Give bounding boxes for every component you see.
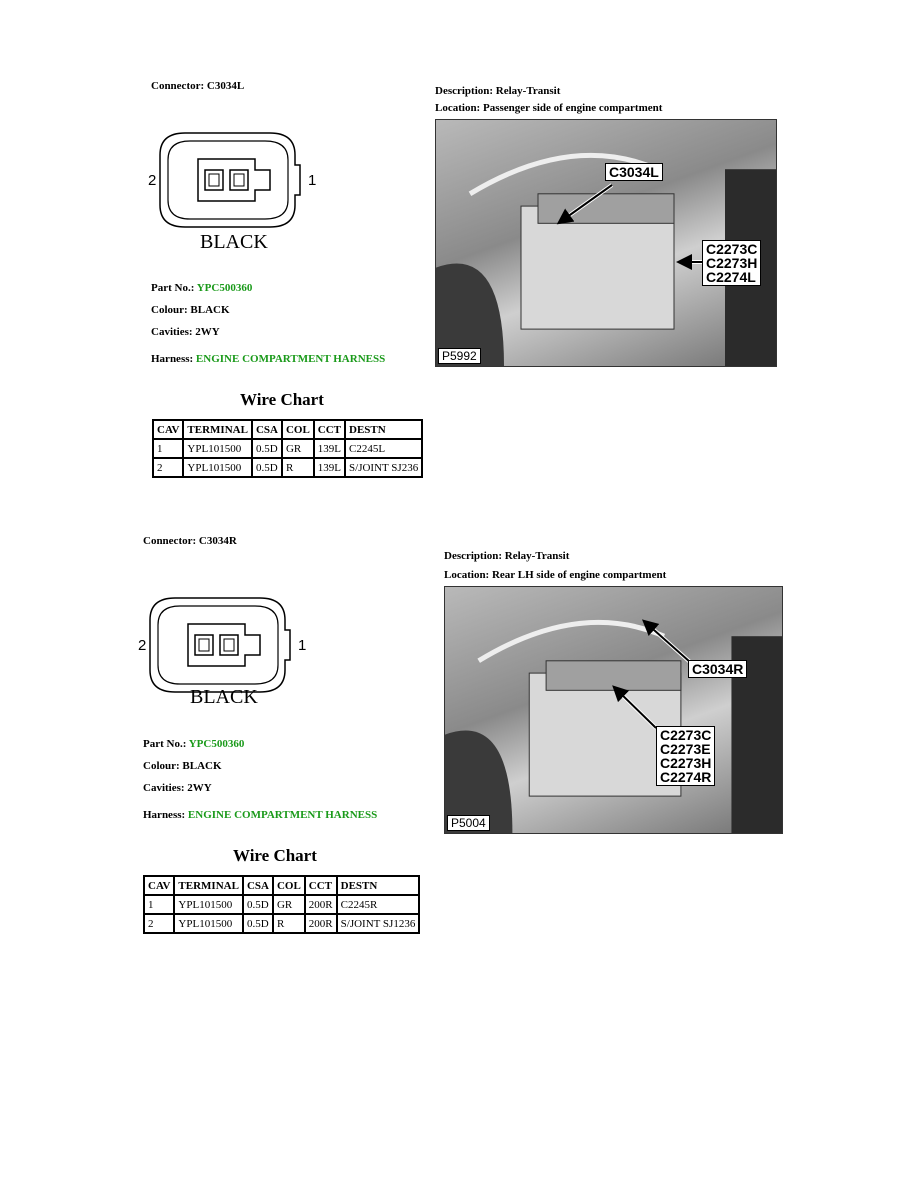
table-cell: C2245L bbox=[345, 439, 422, 458]
table-cell: 0.5D bbox=[252, 439, 282, 458]
column-header: TERMINAL bbox=[183, 420, 252, 439]
location-value: Passenger side of engine compartment bbox=[482, 102, 663, 114]
table-cell: YPL101500 bbox=[174, 914, 243, 933]
colour-value: BLACK bbox=[190, 304, 230, 316]
table-cell: 139L bbox=[314, 439, 345, 458]
connector-id-value: C3034L bbox=[206, 80, 245, 92]
photo-code: P5992 bbox=[438, 348, 481, 364]
cavities-value: 2WY bbox=[195, 326, 220, 338]
description-value: Relay-Transit bbox=[504, 550, 570, 562]
column-header: COL bbox=[273, 876, 305, 895]
connector-id-value: C3034R bbox=[198, 535, 237, 547]
description-value: Relay-Transit bbox=[495, 85, 561, 97]
description-label: Description: bbox=[444, 550, 505, 562]
callout-label: C2273C C2273H C2274L bbox=[702, 240, 761, 286]
pin-number-2: 2 bbox=[148, 172, 157, 189]
wire-chart-title: Wire Chart bbox=[240, 390, 324, 409]
part-number-value[interactable]: YPC500360 bbox=[196, 282, 253, 294]
table-cell: 1 bbox=[153, 439, 183, 458]
connector-colour-text: BLACK bbox=[200, 231, 268, 253]
cavities-value: 2WY bbox=[187, 782, 212, 794]
colour-label: Colour: bbox=[151, 304, 191, 316]
description-label: Description: bbox=[435, 85, 496, 97]
wire-chart-title: Wire Chart bbox=[233, 846, 317, 865]
part-number-label: Part No.: bbox=[143, 738, 189, 750]
column-header: CAV bbox=[153, 420, 183, 439]
callout-label: C3034R bbox=[688, 660, 747, 678]
column-header: COL bbox=[282, 420, 314, 439]
connector-id-label: Connector: bbox=[151, 80, 207, 92]
column-header: CSA bbox=[252, 420, 282, 439]
harness-value[interactable]: ENGINE COMPARTMENT HARNESS bbox=[187, 809, 378, 821]
column-header: DESTN bbox=[337, 876, 420, 895]
column-header: CCT bbox=[305, 876, 337, 895]
table-cell: 2 bbox=[153, 458, 183, 477]
table-cell: 200R bbox=[305, 895, 337, 914]
table-cell: S/JOINT SJ236 bbox=[345, 458, 422, 477]
colour-label: Colour: bbox=[143, 760, 183, 772]
part-number-label: Part No.: bbox=[151, 282, 197, 294]
column-header: CCT bbox=[314, 420, 345, 439]
table-cell: 0.5D bbox=[243, 914, 273, 933]
table-cell: YPL101500 bbox=[183, 458, 252, 477]
table-row bbox=[144, 895, 419, 914]
table-cell: C2245R bbox=[337, 895, 420, 914]
connector-colour-text: BLACK bbox=[190, 686, 258, 708]
table-cell: 200R bbox=[305, 914, 337, 933]
table-cell: GR bbox=[282, 439, 314, 458]
table-cell: GR bbox=[273, 895, 305, 914]
column-header: DESTN bbox=[345, 420, 422, 439]
connector-id-label: Connector: bbox=[143, 535, 199, 547]
table-cell: 139L bbox=[314, 458, 345, 477]
table-cell: 1 bbox=[144, 895, 174, 914]
cavities-label: Cavities: bbox=[143, 782, 188, 794]
pin-number-1: 1 bbox=[298, 637, 307, 654]
harness-label: Harness: bbox=[143, 809, 188, 821]
column-header: CAV bbox=[144, 876, 174, 895]
table-cell: R bbox=[273, 914, 305, 933]
pin-number-2: 2 bbox=[138, 637, 147, 654]
harness-value[interactable]: ENGINE COMPARTMENT HARNESS bbox=[195, 353, 386, 365]
table-cell: 0.5D bbox=[252, 458, 282, 477]
location-value: Rear LH side of engine compartment bbox=[491, 569, 667, 581]
table-header-row bbox=[144, 876, 419, 895]
callout-label: C2273C C2273E C2273H C2274R bbox=[656, 726, 715, 786]
table-cell: YPL101500 bbox=[183, 439, 252, 458]
table-cell: R bbox=[282, 458, 314, 477]
column-header: TERMINAL bbox=[174, 876, 243, 895]
location-label: Location: bbox=[435, 102, 483, 114]
photo-code: P5004 bbox=[447, 815, 490, 831]
cavities-label: Cavities: bbox=[151, 326, 196, 338]
table-row bbox=[144, 914, 419, 933]
colour-value: BLACK bbox=[182, 760, 222, 772]
part-number-value[interactable]: YPC500360 bbox=[188, 738, 245, 750]
wire-chart-table bbox=[143, 875, 420, 934]
harness-label: Harness: bbox=[151, 353, 196, 365]
table-cell: 2 bbox=[144, 914, 174, 933]
table-cell: YPL101500 bbox=[174, 895, 243, 914]
table-cell: S/JOINT SJ1236 bbox=[337, 914, 420, 933]
column-header: CSA bbox=[243, 876, 273, 895]
pin-number-1: 1 bbox=[308, 172, 317, 189]
table-cell: 0.5D bbox=[243, 895, 273, 914]
location-label: Location: bbox=[444, 569, 492, 581]
callout-label: C3034L bbox=[605, 163, 663, 181]
